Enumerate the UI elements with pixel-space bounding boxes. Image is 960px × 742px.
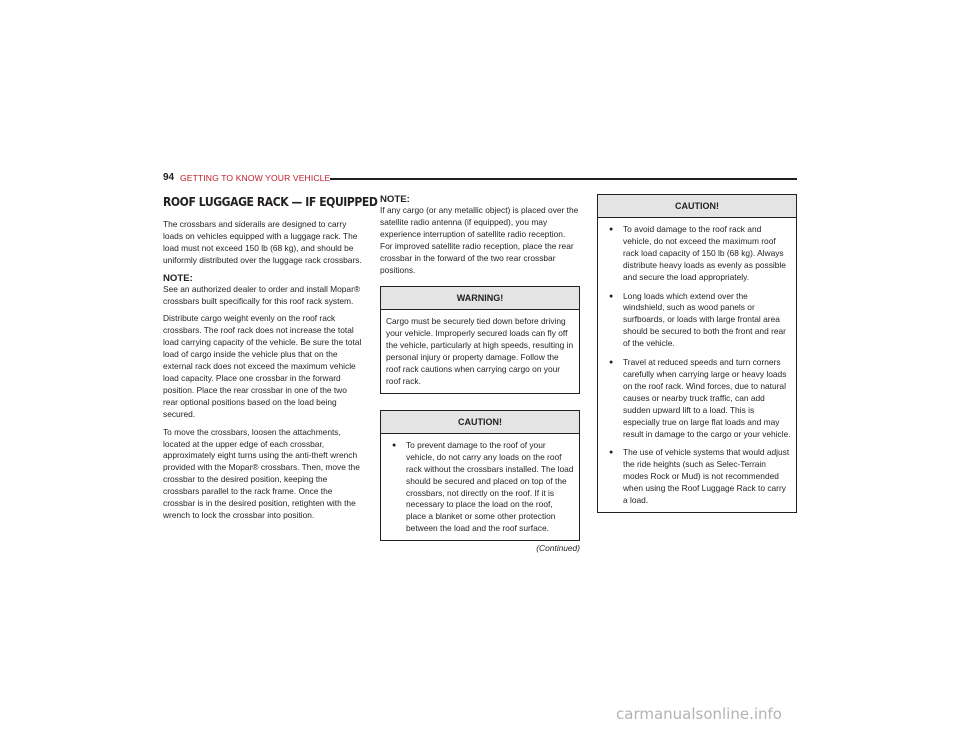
- watermark: carmanualsonline.info: [616, 705, 782, 723]
- page-header: [163, 172, 797, 184]
- column-1: [163, 194, 378, 528]
- caution-box: [380, 410, 580, 541]
- note-label: NOTE:: [163, 272, 193, 284]
- caution-bullet: ● Long loads which extend over the windshield, such as wood panels or surfboards, or loads with large frontal area should be secured to both the front and rear of the vehicle.: [609, 290, 786, 349]
- move-crossbars-paragraph: To move the crossbars, loosen the attachments, located at the upper edge of each crossbar, approximately eight turns using the anti-theft wrench provided with the Mopar® crossbars. Then, move the crossbar to the desired position, keeping the crossbars parallel to the rack frame. Once the crossbar is in the desired position, retighten with the wrench to lock the crossbar into position.: [163, 426, 360, 520]
- bullet-icon: ●: [609, 449, 614, 457]
- header-rule: [330, 178, 797, 180]
- section-title: ROOF LUGGAGE RACK — IF EQUIPPED: [163, 194, 378, 209]
- bullet-icon: ●: [609, 226, 614, 233]
- warning-title: WARNING!: [381, 287, 579, 310]
- caution-bullet: ● To prevent damage to the roof of your vehicle, do not carry any loads on the roof rack without the crossbars installed. The load should be secured and placed on top of the crossbars, not directly on the roof. If it is necessary to place the load on the roof, place a blanket or some other protection between the load and the roof surface.: [392, 439, 574, 534]
- caution-bullet: ● The use of vehicle systems that would adjust the ride heights (such as Selec-Terrain modes Rock or Mud) is not recommended when using the Roof Luggage Rack to carry a load.: [609, 447, 790, 506]
- page-number: 94: [163, 172, 175, 183]
- warning-box: [380, 286, 580, 393]
- bullet-icon: ●: [609, 292, 614, 300]
- note-label: NOTE:: [380, 194, 410, 205]
- note-text: If any cargo (or any metallic object) is placed over the satellite radio antenna (if equipped), you may experience interruption of satellite radio reception. For improved satellite radio reception, place the rear crossbar in the forward of the two rear crossbar positions.: [380, 205, 579, 275]
- intro-paragraph: The crossbars and siderails are designed to carry loads on vehicles equipped with a luggage rack. The load must not exceed 150 lb (68 kg), and should be uniformly distributed over the luggage rack crossbars.: [163, 219, 362, 265]
- distribute-paragraph: Distribute cargo weight evenly on the roof rack crossbars. The roof rack does not increase the total load carrying capacity of the vehicle. Be sure the total load of cargo inside the vehicle plus that on the external rack does not exceed the maximum vehicle load capacity. Place one crossbar in the forward position. Place the rear crossbar in one of the two rear optional positions based on the load being secured.: [163, 313, 362, 419]
- bullet-icon: ●: [392, 441, 397, 449]
- running-head: GETTING TO KNOW YOUR VEHICLE: [180, 173, 331, 183]
- bullet-icon: ●: [609, 359, 614, 367]
- caution-box: [597, 194, 797, 513]
- note-text: See an authorized dealer to order and install Mopar® crossbars built specifically for this roof rack system.: [163, 283, 361, 306]
- caution-bullet: ● To avoid damage to the roof rack and vehicle, do not exceed the maximum roof rack load capacity of 150 lb (68 kg). Always distribute heavy loads as evenly as possible and secure the load appropriately.: [609, 224, 786, 282]
- warning-text: Cargo must be securely tied down before driving your vehicle. Improperly secured loads can fly off the vehicle, particularly at high speeds, resulting in personal injury or property damage. Follow the roof rack cautions when carrying cargo on your roof rack.: [386, 316, 574, 386]
- column-2: [380, 194, 580, 555]
- caution-bullet: ● Travel at reduced speeds and turn corners carefully when carrying large or heavy loads on the roof rack. Wind forces, due to natural causes or nearby truck traffic, can add sudden upward lift to a load. This is especially true on large flat loads and may result in damage to the cargo or your vehicle.: [609, 357, 791, 439]
- caution-title: CAUTION!: [381, 411, 579, 434]
- continued-label: (Continued): [536, 543, 580, 554]
- column-3: [597, 194, 797, 513]
- caution-title: CAUTION!: [598, 195, 796, 218]
